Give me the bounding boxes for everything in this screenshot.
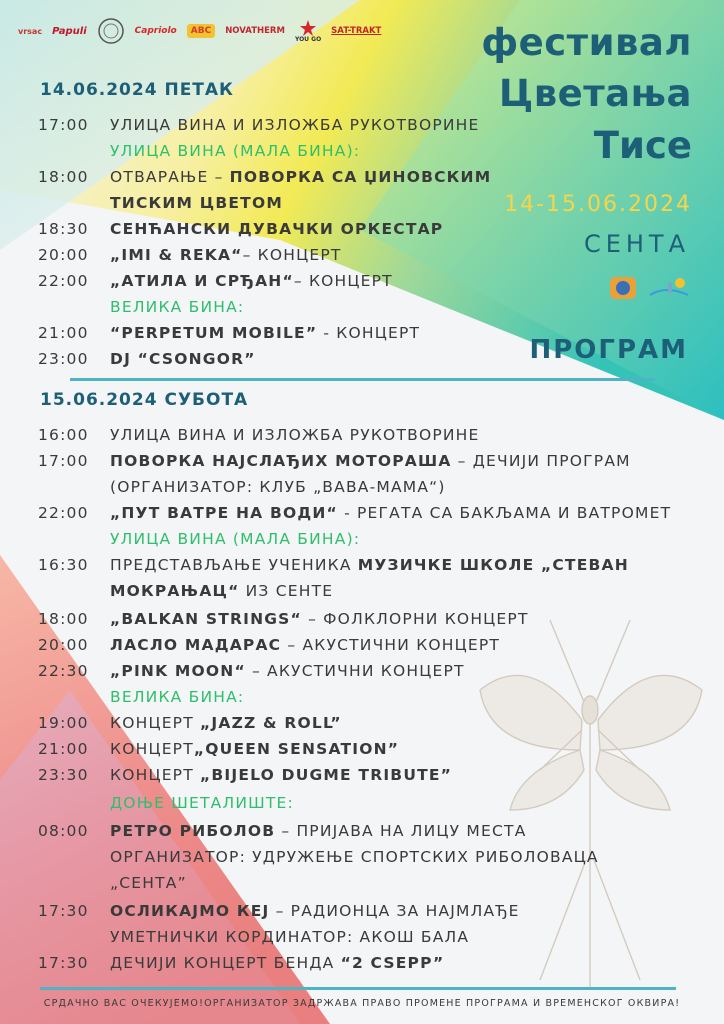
day1-subheading-2: ВЕЛИКА БИНА: xyxy=(110,298,245,316)
partner-icons xyxy=(608,275,692,301)
event-time: 17:00 xyxy=(38,116,89,134)
star-icon xyxy=(300,20,316,36)
municipality-crest-icon xyxy=(608,275,638,301)
day2-subheading-2: ВЕЛИКА БИНА: xyxy=(110,688,245,706)
logo-sat-trakt: SAT-TRAKT xyxy=(331,26,382,36)
title-line-1: фестивал xyxy=(481,21,692,64)
event-time: 21:00 xyxy=(38,324,89,342)
event-text: УЛИЦА ВИНА И ИЗЛОЖБА РУКОТВОРИНЕ xyxy=(110,116,480,134)
logo-abc: ABC xyxy=(187,24,215,38)
section-divider xyxy=(70,378,655,381)
event-time: 16:00 xyxy=(38,426,89,444)
event-time: 22:30 xyxy=(38,662,89,680)
event-time: 20:00 xyxy=(38,246,89,264)
event-time: 08:00 xyxy=(38,822,89,840)
event-time: 21:00 xyxy=(38,740,89,758)
day2-subheading-3: ДОЊЕ ШЕТАЛИШТЕ: xyxy=(110,794,294,812)
event-time: 19:00 xyxy=(38,714,89,732)
festival-city: СЕНТА xyxy=(583,230,690,258)
event-time: 18:00 xyxy=(38,168,89,186)
event-time: 17:30 xyxy=(38,954,89,972)
logo-vrsac: vrsac xyxy=(18,26,43,36)
logo-round-badge xyxy=(97,17,125,45)
day2-header: 15.06.2024 СУБОТА xyxy=(40,390,249,410)
footer-divider xyxy=(40,987,676,990)
program-heading: ПРОГРАМ xyxy=(529,335,688,365)
festival-dates: 14-15.06.2024 xyxy=(504,192,692,217)
mayfly-illustration-icon xyxy=(470,610,710,990)
event-time: 18:00 xyxy=(38,610,89,628)
footer-note: СРДАЧНО ВАС ОЧЕКУЈЕМО!ОРГАНИЗАТОР ЗАДРЖАВА ПРАВО ПРОМЕНЕ ПРОГРАМА И ВРЕМЕНСКОГ ОКВИРА! xyxy=(43,998,681,1009)
title-line-3: Тисе xyxy=(593,124,692,167)
logo-novatherm: NOVATHERM xyxy=(225,26,285,36)
event-time: 17:30 xyxy=(38,902,89,920)
event-time: 16:30 xyxy=(38,556,89,574)
tourism-logo-icon xyxy=(646,275,692,301)
event-time: 18:30 xyxy=(38,220,89,238)
logo-capriolo: Capriolo xyxy=(134,26,177,36)
event-time: 22:00 xyxy=(38,504,89,522)
day2-subheading-1: УЛИЦА ВИНА (МАЛА БИНА): xyxy=(110,530,361,548)
event-time: 22:00 xyxy=(38,272,89,290)
event-time: 17:00 xyxy=(38,452,89,470)
event-time: 20:00 xyxy=(38,636,89,654)
title-line-2: Цветања xyxy=(498,72,692,115)
event-time: 23:00 xyxy=(38,350,89,368)
day1-subheading-1: УЛИЦА ВИНА (МАЛА БИНА): xyxy=(110,142,361,160)
day1-header: 14.06.2024 ПЕТАК xyxy=(40,80,234,100)
event-time: 23:30 xyxy=(38,766,89,784)
logo-you-go: YOU GO xyxy=(295,20,321,43)
logo-papuli: Papuli xyxy=(52,25,87,37)
sponsor-logos xyxy=(18,14,458,48)
